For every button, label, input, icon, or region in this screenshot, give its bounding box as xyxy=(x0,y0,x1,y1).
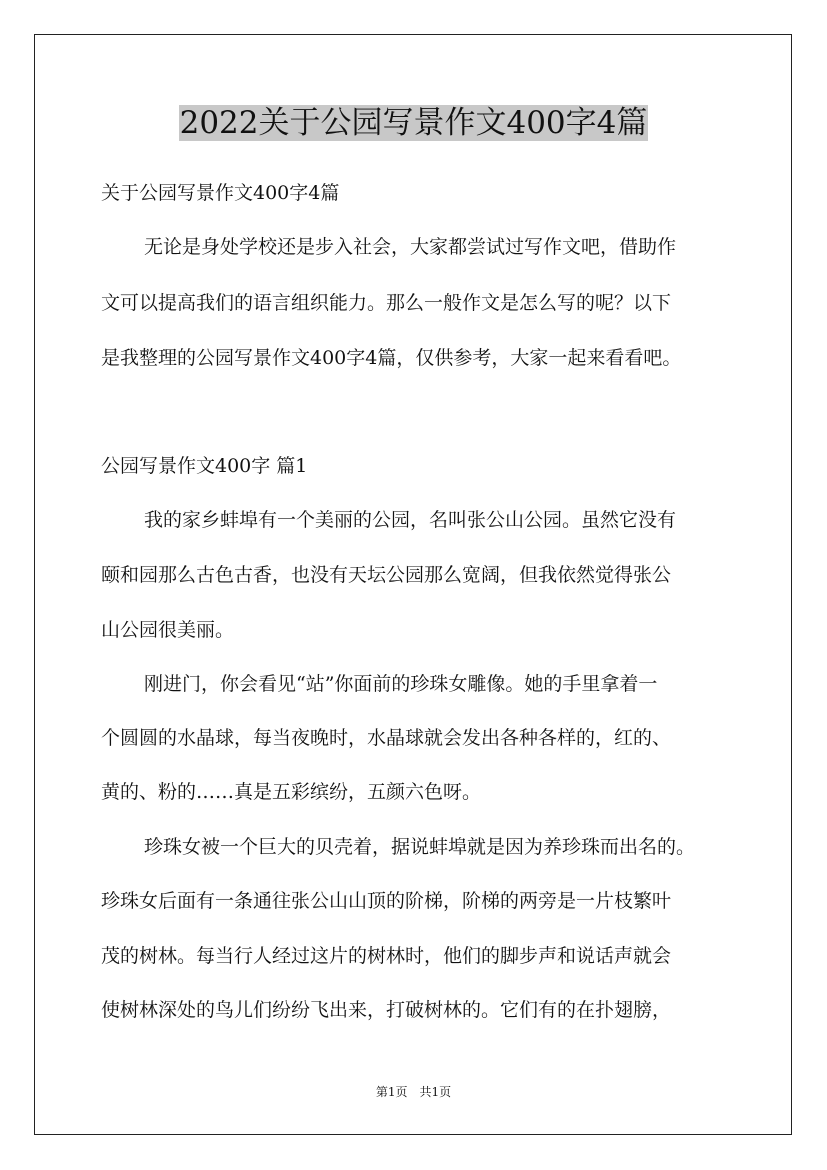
document-title-text: 2022关于公园写景作文400字4篇 xyxy=(179,105,648,141)
intro-line-3: 是我整理的公园写景作文400字4篇，仅供参考，大家一起来看看吧。 xyxy=(101,347,682,369)
body-line-6: 黄的、粉的……真是五彩缤纷，五颜六色呀。 xyxy=(101,781,482,803)
body-line-5: 个圆圆的水晶球，每当夜晚时，水晶球就会发出各种各样的，红的、 xyxy=(101,727,672,749)
body-line-1: 我的家乡蚌埠有一个美丽的公园，名叫张公山公园。虽然它没有 xyxy=(144,509,677,531)
body-line-10: 使树林深处的鸟儿们纷纷飞出来，打破树林的。它们有的在扑翅膀， xyxy=(101,999,672,1021)
body-line-3: 山公园很美丽。 xyxy=(101,619,235,641)
body-line-9: 茂的树林。每当行人经过这片的树林时，他们的脚步声和说话声就会 xyxy=(101,945,672,967)
section-heading: 公园写景作文400字 篇1 xyxy=(101,455,308,477)
document-subtitle: 关于公园写景作文400字4篇 xyxy=(101,182,340,204)
body-line-2: 颐和园那么古色古香，也没有天坛公园那么宽阔，但我依然觉得张公 xyxy=(101,564,672,586)
body-line-8: 珍珠女后面有一条通往张公山山顶的阶梯，阶梯的两旁是一片枝繁叶 xyxy=(101,890,672,912)
body-line-7: 珍珠女被一个巨大的贝壳着，据说蚌埠就是因为养珍珠而出名的。 xyxy=(144,836,696,858)
document-title xyxy=(0,98,827,148)
page-footer: 第1页 共1页 xyxy=(375,1085,452,1099)
body-line-4: 刚进门，你会看见“站”你面前的珍珠女雕像。她的手里拿着一 xyxy=(144,673,658,695)
intro-line-1: 无论是身处学校还是步入社会，大家都尝试过写作文吧，借助作 xyxy=(144,236,677,258)
intro-line-2: 文可以提高我们的语言组织能力。那么一般作文是怎么写的呢？以下 xyxy=(101,292,672,314)
